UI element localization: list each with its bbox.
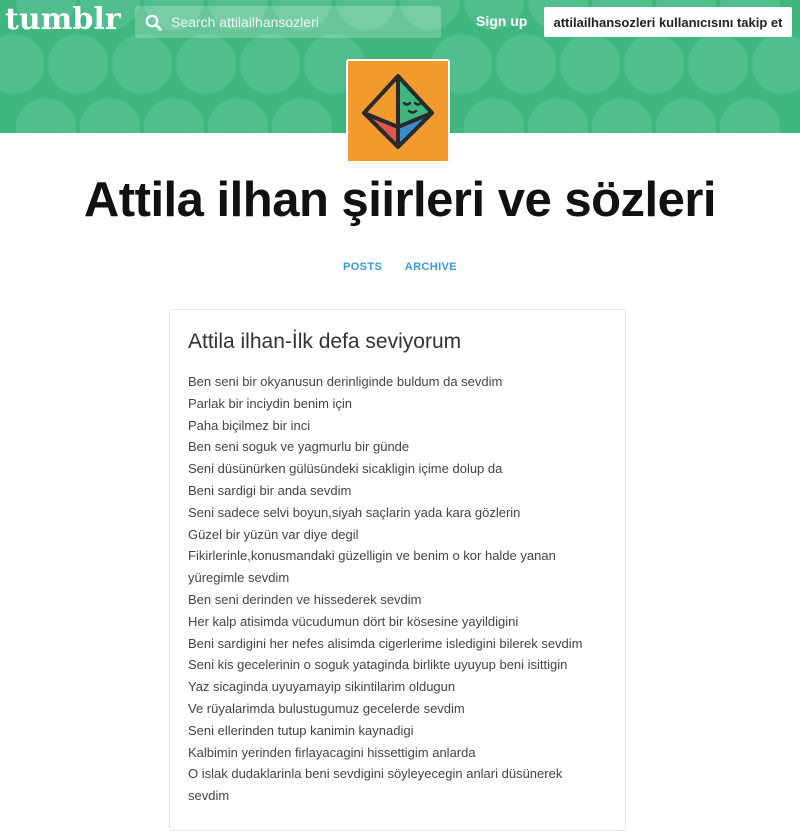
post-line: Ben seni soguk ve yagmurlu bir günde <box>188 439 410 455</box>
nav-archive-link[interactable]: ARCHIVE <box>404 261 458 273</box>
post-card <box>169 309 626 831</box>
search-icon <box>145 14 162 31</box>
post-line: Fikirlerinle,konusmandaki güzelligin ve benim o kor halde yanan <box>188 548 556 564</box>
post-line: Paha biçilmez bir inci <box>188 417 311 433</box>
search-placeholder: Search attilailhansozleri <box>171 14 319 30</box>
post-line: Her kalp atisimda vücudumun dört bir kösesine yayildigini <box>188 613 519 629</box>
blog-title: Attila ilhan şiirleri ve sözleri <box>83 173 717 227</box>
post-line: sevdim <box>188 788 230 804</box>
post-line: Güzel bir yüzün var diye degil <box>188 526 359 542</box>
post-body <box>188 371 608 807</box>
tumblr-logo[interactable]: tumblr <box>5 2 121 37</box>
post-line: Seni kis gecelerinin o soguk yataginda birlikte uyuyup beni isittigin <box>188 657 568 673</box>
post-line: yüregimle sevdim <box>188 570 290 586</box>
post-line: Parlak bir inciydin benim için <box>188 395 353 411</box>
post-line: Kalbimin yerinden firlayacagini hissettigim anlarda <box>188 744 476 760</box>
blog-avatar[interactable] <box>346 59 450 163</box>
post-title[interactable]: Attila ilhan-İlk defa seviyorum <box>188 330 462 353</box>
post-line: Seni düsünürken gülüsündeki sicakligin içime dolup da <box>188 461 503 477</box>
blog-navigation <box>0 257 800 275</box>
post-line: Seni sadece selvi boyun,siyah saçlarin yada kara gözlerin <box>188 504 521 520</box>
post-line: O islak dudaklarinla beni sevdigini söyleyecegin anlari düsünerek <box>188 766 563 782</box>
post-line: Ve rüyalarimda bulustugumuz gecelerde sevdim <box>188 700 465 716</box>
follow-button[interactable]: attilailhansozleri kullanıcısını takip et <box>544 7 792 37</box>
post-line: Yaz sicaginda uyuyamayip sikintilarim oldugun <box>188 679 456 695</box>
sign-up-link[interactable]: Sign up <box>476 13 528 29</box>
tumblr-default-avatar-icon <box>348 61 448 161</box>
post-line: Beni sardigini her nefes alisimda cigerlerime isledigini bilerek sevdim <box>188 635 583 651</box>
post-line: Ben seni bir okyanusun derinliginde buldum da sevdim <box>188 374 503 389</box>
search-input[interactable] <box>135 6 441 38</box>
post-line: Beni sardigi bir anda sevdim <box>188 482 352 498</box>
post-line: Seni ellerinden tutup kanimin kaynadigi <box>188 722 414 738</box>
top-navigation-bar <box>0 0 800 44</box>
nav-posts-link[interactable]: POSTS <box>342 261 383 273</box>
post-line: Ben seni derinden ve hissederek sevdim <box>188 591 422 607</box>
